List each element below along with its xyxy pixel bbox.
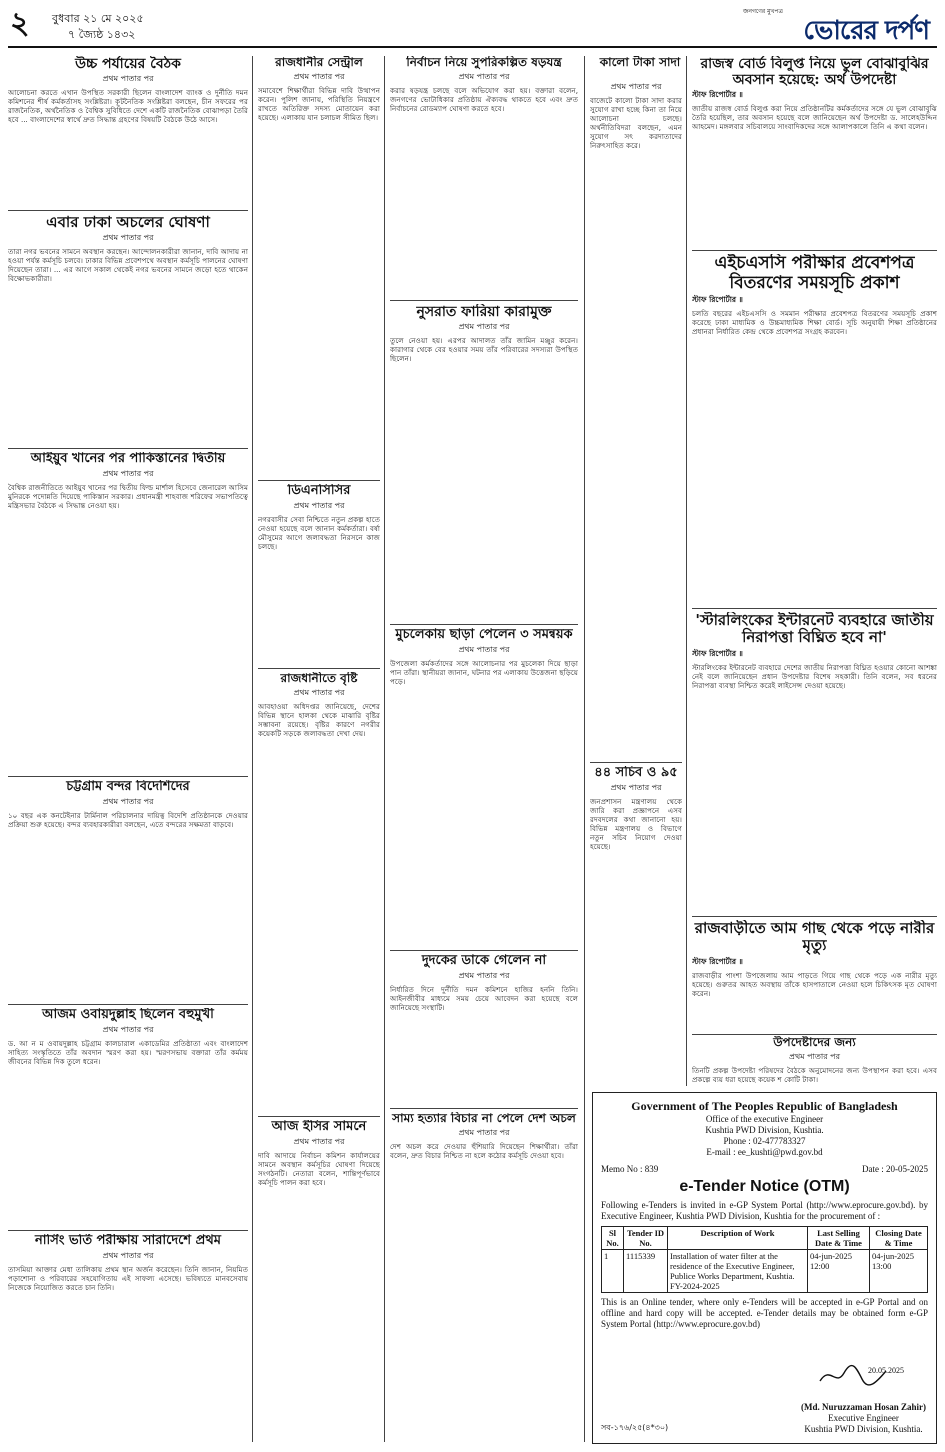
article-c2 bbox=[390, 304, 578, 620]
article-c4 bbox=[390, 954, 578, 1104]
divider bbox=[258, 480, 380, 481]
table-cell: 1 bbox=[602, 1250, 624, 1293]
continued-label: প্রথম পাতার পর bbox=[102, 74, 154, 84]
table-cell: 1115339 bbox=[624, 1250, 668, 1293]
divider bbox=[590, 762, 682, 763]
headline: উচ্চ পর্যায়ের বৈঠক bbox=[75, 56, 181, 72]
article-b4 bbox=[258, 1120, 380, 1444]
article-body: জনপ্রশাসন মন্ত্রণালয় থেকে জারি করা প্রজ্ঞাপনে এসব রদবদলের কথা জানানো হয়। বিভিন্ন মন্ত্রণালয় ও বিভাগে নতুন সচিব নিয়োগ দেওয়া হয়েছে। bbox=[590, 796, 682, 851]
signer-office: Kushtia PWD Division, Kushtia. bbox=[804, 1424, 923, 1434]
divider bbox=[692, 1034, 937, 1035]
headline: ডিএনসিসির bbox=[287, 484, 351, 498]
continued-label: প্রথম পাতার পর bbox=[102, 468, 154, 478]
byline: স্টাফ রিপোর্টার ॥ bbox=[692, 295, 743, 305]
headline: রাজধানীতে বৃষ্টি bbox=[280, 672, 358, 685]
article-body: তাসমিয়া আক্তার মেধা তালিকায় প্রথম স্থান অর্জন করেছেন। তিনি জানান, নিয়মিত পড়াশোনা ও পরিবারের সহযোগিতায় এই সাফল্য এসেছে। ভবিষ্যতে মানবসেবায় নিজেকে নিয়োজিত করতে চান তিনি। bbox=[8, 1264, 248, 1292]
article-b1 bbox=[258, 56, 380, 476]
column-rule bbox=[384, 56, 385, 1442]
article-c1 bbox=[390, 56, 578, 296]
article-e3 bbox=[692, 612, 937, 912]
table-header: Sl No. bbox=[602, 1227, 624, 1250]
article-e4 bbox=[692, 920, 937, 1030]
article-body: জাতীয় রাজস্ব বোর্ড বিলুপ্ত করা নিয়ে প্রতিষ্ঠানটির কর্মকর্তাদের সঙ্গে যে ভুল বোঝাবুঝি তৈরি হয়েছিল, তার অবসান হয়েছে বলে জানিয়েছেন অর্থ উপদেষ্টা ড. সালেহউদ্দিন আহমেদ। মঙ্গলবার সচিবালয়ে সাংবাদিকদের সঙ্গে আলাপকালে তিনি এ কথা বলেন। bbox=[692, 104, 937, 132]
continued-label: প্রথম পাতার পর bbox=[458, 322, 510, 332]
table-cell: 04-jun-2025 13:00 bbox=[870, 1250, 928, 1293]
table-header: Description of Work bbox=[668, 1227, 808, 1250]
continued-label: প্রথম পাতার পর bbox=[610, 782, 662, 792]
article-body: নির্ধারিত দিনে দুর্নীতি দমন কমিশনে হাজির হননি তিনি। আইনজীবীর মাধ্যমে সময় চেয়ে আবেদন করা হয়েছে বলে জানিয়েছে সংস্থাটি। bbox=[390, 984, 578, 1012]
headline: আজম ওবায়দুল্লাহ ছিলেন বহুমুখী bbox=[42, 1008, 214, 1022]
newspaper-logo bbox=[729, 6, 929, 44]
byline: স্টাফ রিপোর্টার ॥ bbox=[692, 956, 743, 966]
article-e1 bbox=[692, 56, 937, 246]
tender-phone: Phone : 02-477783327 bbox=[723, 1136, 806, 1146]
divider bbox=[692, 916, 937, 917]
article-c5 bbox=[390, 1112, 578, 1444]
continued-label: প্রথম পাতার পর bbox=[293, 1136, 345, 1146]
article-body: চলতি বছরের এইচএসসি ও সমমান পরীক্ষার প্রবেশপত্র বিতরণের সময়সূচি প্রকাশ করেছে ঢাকা মাধ্যমিক ও উচ্চমাধ্যমিক শিক্ষা বোর্ড। সূচি অনুযায়ী শিক্ষা প্রতিষ্ঠানের প্রধানরা নির্ধারিত কেন্দ্র থেকে প্রবেশপত্র সংগ্রহ করবেন। bbox=[692, 309, 937, 337]
divider bbox=[258, 1116, 380, 1117]
continued-label: প্রথম পাতার পর bbox=[102, 233, 154, 243]
continued-label: প্রথম পাতার পর bbox=[293, 71, 345, 81]
divider bbox=[390, 624, 578, 625]
tender-gov: Government of The Peoples Republic of Bangladesh bbox=[631, 1099, 898, 1113]
article-body: আলোচনা করতে এখান উপস্থিত সরকারী ছিলেন বাংলাদেশ ব্যাংক ও দুর্নীতি দমন কমিশনের শীর্ষ কর্মকর্তাসহ সংশ্লিষ্টরা। কূটনৈতিক সংশ্লিষ্টরা বলছেন, চীন সফরের পর রাজনৈতিক, অর্থনৈতিক ও বৈশ্বিক সুবিধিতে দেশে একটি রাজনৈতিক বোঝাপড়া তৈরি হবে ... বাংলাদেশের স্বার্থে দ্রুত সিদ্ধান্ত গ্রহণের বিষয়টি বৈঠকে উঠে আসে। bbox=[8, 88, 248, 125]
table-cell: Installation of water filter at the residence of the Executive Engineer, Publice Works Department, Kushtia. FY-2024-2025 bbox=[668, 1250, 808, 1293]
article-a1 bbox=[8, 56, 248, 206]
date-bengali: ৭ জ্যৈষ্ঠ ১৪৩২ bbox=[68, 28, 136, 41]
article-body: বাজেটে কালো টাকা সাদা করার সুযোগ রাখা হচ্ছে কিনা তা নিয়ে আলোচনা চলছে। অর্থনীতিবিদরা বলছেন, এমন সুযোগ সৎ করদাতাদের নিরুৎসাহিত করে। bbox=[590, 96, 682, 150]
headline: নার্সিং ভর্তি পরীক্ষায় সারাদেশে প্রথম bbox=[35, 1234, 221, 1248]
article-d2 bbox=[590, 766, 682, 1086]
headline: নির্বাচন নিয়ে সুপরিকল্পিত ষড়যন্ত্র bbox=[406, 56, 562, 69]
article-e5 bbox=[692, 1036, 937, 1088]
table-row bbox=[602, 1250, 928, 1293]
tender-note: This is an Online tender, where only e-Tenders will be accepted in e-GP Portal and on offline and hard copy will be accepted. e-Tender details may be obtained form e-GP System Portal (http://www.eprocure.gov.bd) bbox=[601, 1297, 928, 1329]
headline: 'স্টারলিংকের ইন্টারনেট ব্যবহারে জাতীয় নিরাপত্তা বিঘ্নিত হবে না' bbox=[695, 612, 934, 647]
divider bbox=[258, 668, 380, 669]
article-body: আবহাওয়া অধিদপ্তর জানিয়েছে, দেশের বিভিন্ন স্থানে হালকা থেকে মাঝারি বৃষ্টির সম্ভাবনা রয়েছে। বৃষ্টির কারণে নগরীর কয়েকটি সড়কে জলাবদ্ধতা দেখা দেয়। bbox=[258, 701, 380, 738]
headline: রাজধানীর সেন্ট্রাল bbox=[275, 56, 363, 69]
continued-label: প্রথম পাতার পর bbox=[458, 644, 510, 654]
headline: ৪৪ সচিব ও ৯৫ bbox=[594, 766, 678, 780]
continued-label: প্রথম পাতার পর bbox=[102, 796, 154, 806]
divider bbox=[8, 1004, 248, 1005]
column-rule bbox=[686, 56, 687, 1086]
headline: মুচলেকায় ছাড়া পেলেন ৩ সমন্বয়ক bbox=[395, 628, 573, 642]
divider bbox=[8, 776, 248, 777]
article-body: করার ষড়যন্ত্র চলছে বলে অভিযোগ করা হয়। বক্তারা বলেন, জনগণের ভোটাধিকার প্রতিষ্ঠায় ঐক্যবদ্ধ থাকতে হবে এবং দ্রুত নির্বাচনের রোডম্যাপ ঘোষণা করতে হবে। bbox=[390, 85, 578, 113]
headline: নুসরাত ফারিয়া কারামুক্ত bbox=[416, 304, 552, 320]
byline: স্টাফ রিপোর্টার ॥ bbox=[692, 648, 743, 658]
divider bbox=[8, 448, 248, 449]
article-body: তুলে নেওয়া হয়। এরপর আদালত তাঁর জামিন মঞ্জুর করেন। কারাগার থেকে বের হওয়ার সময় তাঁর পরিবারের সদস্যরা উপস্থিত ছিলেন। bbox=[390, 336, 578, 364]
article-body: তিনটি প্রকল্প উপদেষ্টা পরিষদের বৈঠকে অনুমোদনের জন্য উপস্থাপন করা হবে। এসব প্রকল্পে ব্যয় ধরা হয়েছে কয়েক শ কোটি টাকা। bbox=[692, 1065, 937, 1084]
tender-memo-row bbox=[601, 1164, 928, 1174]
continued-label: প্রথম পাতার পর bbox=[789, 1051, 840, 1061]
continued-label: প্রথম পাতার পর bbox=[102, 1024, 154, 1034]
headline: আইয়ুব খানের পর পাকিস্তানের দ্বিতীয় bbox=[30, 452, 226, 466]
continued-label: প্রথম পাতার পর bbox=[610, 82, 662, 91]
headline: সাম্য হত্যার বিচার না পেলে দেশ অচল bbox=[392, 1112, 576, 1125]
headline: চট্টগ্রাম বন্দর বিদেশিদের bbox=[66, 780, 190, 794]
table-header: Closing Date & Time bbox=[870, 1227, 928, 1250]
headline: এইচএসসি পরীক্ষার প্রবেশপত্র বিতরণের সময়সূচি প্রকাশ bbox=[714, 254, 915, 293]
headline: কালো টাকা সাদা bbox=[599, 56, 681, 69]
article-body: দাবি আদায়ে নির্বাচন কমিশন কার্যালয়ের সামনে অবস্থান কর্মসূচির ঘোষণা দিয়েছে সংগঠনটি। নেতারা বলেন, শান্তিপূর্ণভাবে কর্মসূচি পালন করা হবে। bbox=[258, 1150, 380, 1187]
article-body: দেশ অচল করে দেওয়ার হুঁশিয়ারি দিয়েছেন শিক্ষার্থীরা। তাঁরা বলেন, দ্রুত বিচার নিশ্চিত না হলে কঠোর কর্মসূচি দেওয়া হবে। bbox=[390, 1141, 578, 1160]
article-body: সমাবেশে শিক্ষার্থীরা বিভিন্ন দাবি উত্থাপন করেন। পুলিশ জানায়, পরিস্থিতি নিয়ন্ত্রণে রাখতে অতিরিক্ত সদস্য মোতায়েন করা হয়েছে। এলাকায় যান চলাচল সীমিত ছিল। bbox=[258, 85, 380, 122]
article-body: ড. আ ন ম ওবায়দুল্লাহ চট্টগ্রাম কালচারাল একাডেমির প্রতিষ্ঠাতা এবং বাংলাদেশ সাহিত্য সংস্কৃতিতে তাঁর অবদান স্মরণ করা হয়। স্মরণসভায় বক্তারা তাঁর কর্মময় জীবনের বিভিন্ন দিক তুলে ধরেন। bbox=[8, 1038, 248, 1066]
table-header: Tender ID No. bbox=[624, 1227, 668, 1250]
continued-label: প্রথম পাতার পর bbox=[458, 71, 510, 81]
tender-intro: Following e-Tenders is invited in e-GP System Portal (http://www.eprocure.gov.bd). by Executive Engineer, Kushtia PWD Division, Kushtia for the procurement of : bbox=[601, 1200, 928, 1221]
article-body: ১০ বছর এক কনটেইনার টার্মিনাল পরিচালনার দায়িত্ব বিদেশি প্রতিষ্ঠানকে দেওয়ার প্রক্রিয়া শুরু হয়েছে। বন্দর ব্যবহারকারীরা বলছেন, এতে বন্দরের সক্ষমতা বাড়বে। bbox=[8, 810, 248, 829]
divider bbox=[390, 300, 578, 301]
article-a6 bbox=[8, 1234, 248, 1444]
column-rule bbox=[252, 56, 253, 1442]
signer-name: (Md. Nuruzzaman Hosan Zahir) bbox=[800, 1402, 926, 1412]
continued-label: প্রথম পাতার পর bbox=[458, 970, 510, 980]
tender-title: e-Tender Notice (OTM) bbox=[679, 1178, 850, 1195]
headline: রাজস্ব বোর্ড বিলুপ্ত নিয়ে ভুল বোঝাবুঝির অবসান হয়েছে: অর্থ উপদেষ্টা bbox=[700, 56, 929, 89]
tender-date: Date : 20-05-2025 bbox=[862, 1164, 928, 1174]
ad-reference: সব-১৭৬/২৫(৪*৩০) bbox=[601, 1423, 669, 1432]
table-header: Last Selling Date & Time bbox=[808, 1227, 870, 1250]
tender-memo: Memo No : 839 bbox=[601, 1164, 659, 1174]
byline: স্টাফ রিপোর্টার ॥ bbox=[692, 90, 743, 100]
article-a5 bbox=[8, 1008, 248, 1226]
signature-date: 20.05.2025 bbox=[868, 1366, 904, 1375]
divider bbox=[692, 608, 937, 609]
headline: দুদকের ডাকে গেলেন না bbox=[421, 954, 547, 968]
article-d1 bbox=[590, 80, 682, 760]
signature-graphic bbox=[816, 1361, 926, 1389]
masthead bbox=[8, 6, 937, 48]
signature-block bbox=[801, 1402, 926, 1435]
article-body: স্টারলিংকের ইন্টারনেট ব্যবহারে দেশের জাতীয় নিরাপত্তা বিঘ্নিত হওয়ার কোনো আশঙ্কা নেই বলে জানিয়েছেন প্রধান উপদেষ্টার বিশেষ সহকারী। তিনি বলেন, সব ধরনের নিরাপত্তা ব্যবস্থা নিশ্চিত করেই লাইসেন্স দেওয়া হয়েছে। bbox=[692, 662, 937, 690]
article-body: বৈশ্বিক রাজনীতিতে আইয়ুব খানের পর দ্বিতীয় ফিল্ড মার্শাল হিসেবে জেনারেল আসিম মুনিরকে পদোন্নতি দিয়েছে পাকিস্তান সরকার। প্রধানমন্ত্রী শাহবাজ শরিফের সভাপতিত্বে মন্ত্রিসভার বৈঠকে এ সিদ্ধান্ত নেওয়া হয়। bbox=[8, 482, 248, 510]
tender-email: E-mail : ee_kushti@pwd.gov.bd bbox=[706, 1147, 823, 1157]
logo-name: ভোরের দর্পণ bbox=[803, 16, 929, 46]
page-number: ২ bbox=[10, 6, 30, 41]
article-b2 bbox=[258, 484, 380, 664]
headline: এবার ঢাকা অচলের ঘোষণা bbox=[46, 214, 210, 231]
logo-tagline: জনগণের মুখপত্র bbox=[743, 8, 783, 15]
article-c3 bbox=[390, 628, 578, 946]
article-a4 bbox=[8, 780, 248, 1000]
headline: আজ ইসির সামনে bbox=[271, 1120, 367, 1134]
headline: উপদেষ্টাদের জন্য bbox=[773, 1036, 856, 1049]
divider bbox=[8, 1230, 248, 1231]
article-body: নগরবাসীর সেবা নিশ্চিতে নতুন প্রকল্প হাতে নেওয়া হয়েছে বলে জানান কর্মকর্তারা। বর্ষা মৌসুমের আগে জলাবদ্ধতা নিরসনে কাজ চলছে। bbox=[258, 514, 380, 551]
article-e2 bbox=[692, 254, 937, 604]
article-body: উপজেলা কর্মকর্তাদের সঙ্গে আলোচনার পর মুচলেকা দিয়ে ছাড়া পান তাঁরা। স্থানীয়রা জানান, ঘটনার পর এলাকায় উত্তেজনা ছড়িয়ে পড়ে। bbox=[390, 658, 578, 686]
continued-label: প্রথম পাতার পর bbox=[102, 1250, 154, 1260]
article-b3 bbox=[258, 672, 380, 1112]
divider bbox=[8, 210, 248, 211]
continued-label: প্রথম পাতার পর bbox=[293, 500, 345, 510]
tender-notice bbox=[592, 1092, 937, 1444]
table-cell: 04-jun-2025 12:00 bbox=[808, 1250, 870, 1293]
article-d1-head bbox=[590, 56, 690, 78]
tender-office: Office of the executive Engineer bbox=[705, 1114, 824, 1124]
continued-label: প্রথম পাতার পর bbox=[293, 687, 345, 697]
tender-table bbox=[601, 1226, 928, 1293]
article-a3 bbox=[8, 452, 248, 772]
tender-office-division: Kushtia PWD Division, Kushtia. bbox=[705, 1125, 824, 1135]
date-gregorian: বুধবার ২১ মে ২০২৫ bbox=[52, 12, 144, 25]
divider bbox=[390, 950, 578, 951]
article-body: তারা নগর ভবনের সামনে অবস্থান করছেন। আন্দোলনকারীরা জানান, দাবি আদায় না হওয়া পর্যন্ত কর্মসূচি চলবে। ঢাকার বিভিন্ন প্রবেশপথে অবস্থান কর্মসূচি পালনের ঘোষণা দিয়েছেন তারা। ... এর আগে সকাল থেকেই নগর ভবনের সামনে জড়ো হতে থাকেন বিক্ষোভকারীরা। bbox=[8, 247, 248, 284]
continued-label: প্রথম পাতার পর bbox=[458, 1127, 510, 1137]
divider bbox=[692, 250, 937, 251]
signer-title: Executive Engineer bbox=[828, 1413, 899, 1423]
article-a2 bbox=[8, 214, 248, 444]
divider bbox=[390, 1108, 578, 1109]
headline: রাজবাড়ীতে আম গাছ থেকে পড়ে নারীর মৃত্যু bbox=[694, 920, 935, 955]
column-rule bbox=[584, 56, 585, 1442]
article-body: রাজবাড়ীর পাংশা উপজেলায় আম পাড়তে গিয়ে গাছ থেকে পড়ে এক নারীর মৃত্যু হয়েছে। গুরুতর আহত অবস্থায় তাঁকে হাসপাতালে নেওয়া হলে চিকিৎসক মৃত ঘোষণা করেন। bbox=[692, 970, 937, 998]
